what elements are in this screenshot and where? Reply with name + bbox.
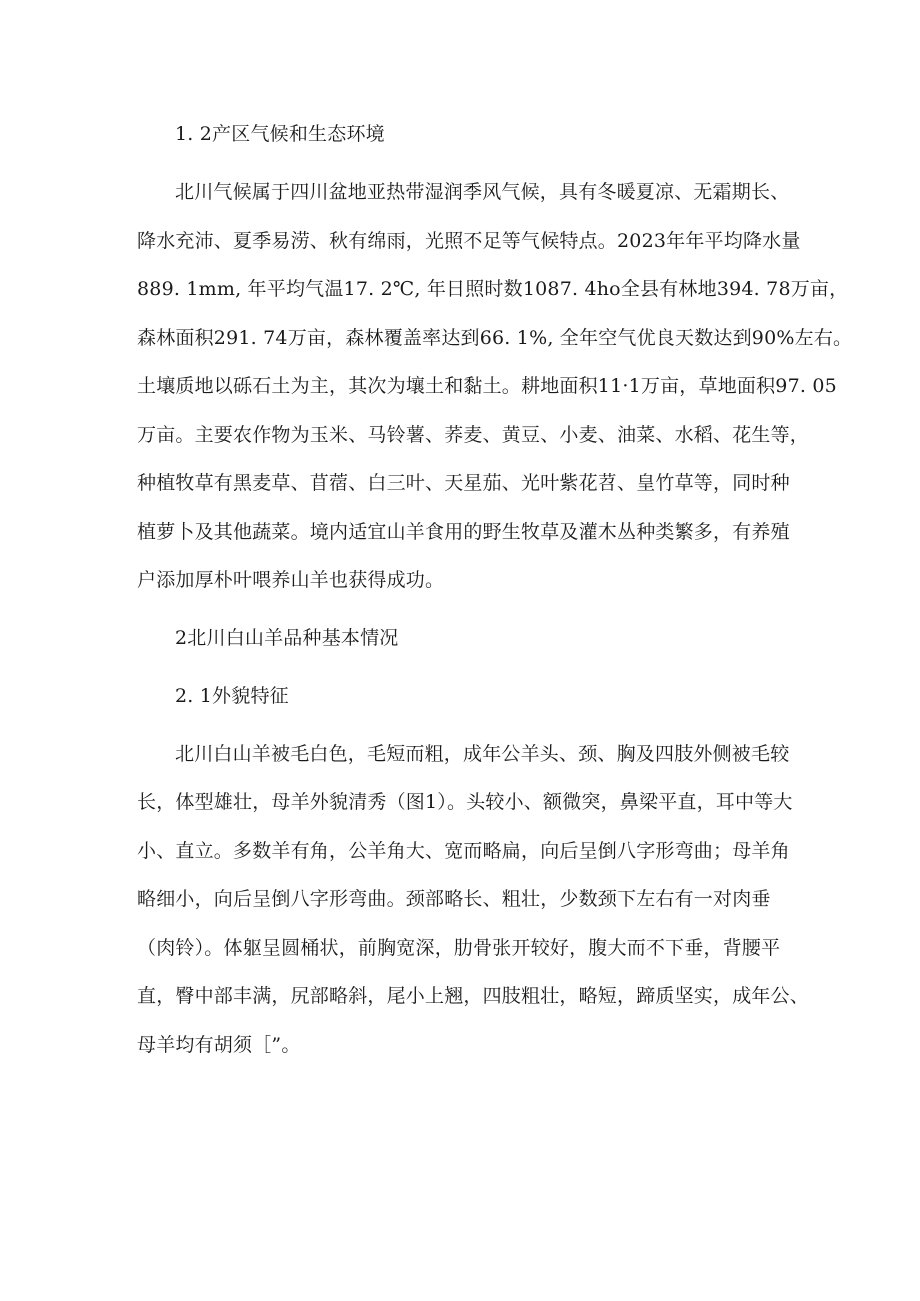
paragraph-line: （肉铃）。体躯呈圆桶状，前胸宽深，肋骨张开较好，腹大而不下垂，背腰平 [137,937,781,959]
section-heading-2: 2北川白山羊品种基本情况 [175,627,399,649]
paragraph-line: 直，臀中部丰满，尻部略斜，尾小上翘，四肢粗壮，略短，蹄质坚实，成年公、 [137,985,810,1007]
paragraph-line: 略细小，向后呈倒八字形弯曲。颈部略长、粗壮，少数颈下左右有一对肉垂 [137,888,771,910]
paragraph-line: 长，体型雄壮，母羊外貌清秀（图1）。头较小、额微突，鼻梁平直，耳中等大 [137,791,793,813]
paragraph-line: 降水充沛、夏季易涝、秋有绵雨，光照不足等气候特点。2023年年平均降水量 [137,230,801,252]
paragraph-line: 北川白山羊被毛白色，毛短而粗，成年公羊头、颈、胸及四肢外侧被毛较 [175,743,790,765]
paragraph-line: 小、直立。多数羊有角，公羊角大、宽而略扁，向后呈倒八字形弯曲；母羊角 [137,840,790,862]
section-heading-2-1: 2. 1外貌特征 [175,685,289,707]
paragraph-line: 母羊均有胡须［”。 [137,1034,301,1056]
paragraph-line: 万亩。主要农作物为玉米、马铃薯、荞麦、黄豆、小麦、油菜、水稻、花生等， [137,424,810,446]
paragraph-line: 户添加厚朴叶喂养山羊也获得成功。 [137,569,445,591]
paragraph-line: 北川气候属于四川盆地亚热带湿润季风气候，具有冬暖夏凉、无霜期长、 [175,181,790,203]
paragraph-line: 种植牧草有黑麦草、苜蓿、白三叶、天星茄、光叶紫花苕、皇竹草等，同时种 [137,472,790,494]
paragraph-line: 土壤质地以砾石土为主，其次为壤土和黏土。耕地面积11·1万亩，草地面积97. 05 [137,375,837,397]
paragraph-line: 植萝卜及其他蔬菜。境内适宜山羊食用的野生牧草及灌木丛种类繁多，有养殖 [137,521,790,543]
paragraph-line: 889. 1mm, 年平均气温17. 2℃, 年日照时数1087. 4ho全县有林地394. 78万亩， [137,278,849,300]
section-heading-1-2: 1. 2产区气候和生态环境 [175,123,385,145]
paragraph-line: 森林面积291. 74万亩，森林覆盖率达到66. 1%, 全年空气优良天数达到90%左右。 [137,327,853,349]
